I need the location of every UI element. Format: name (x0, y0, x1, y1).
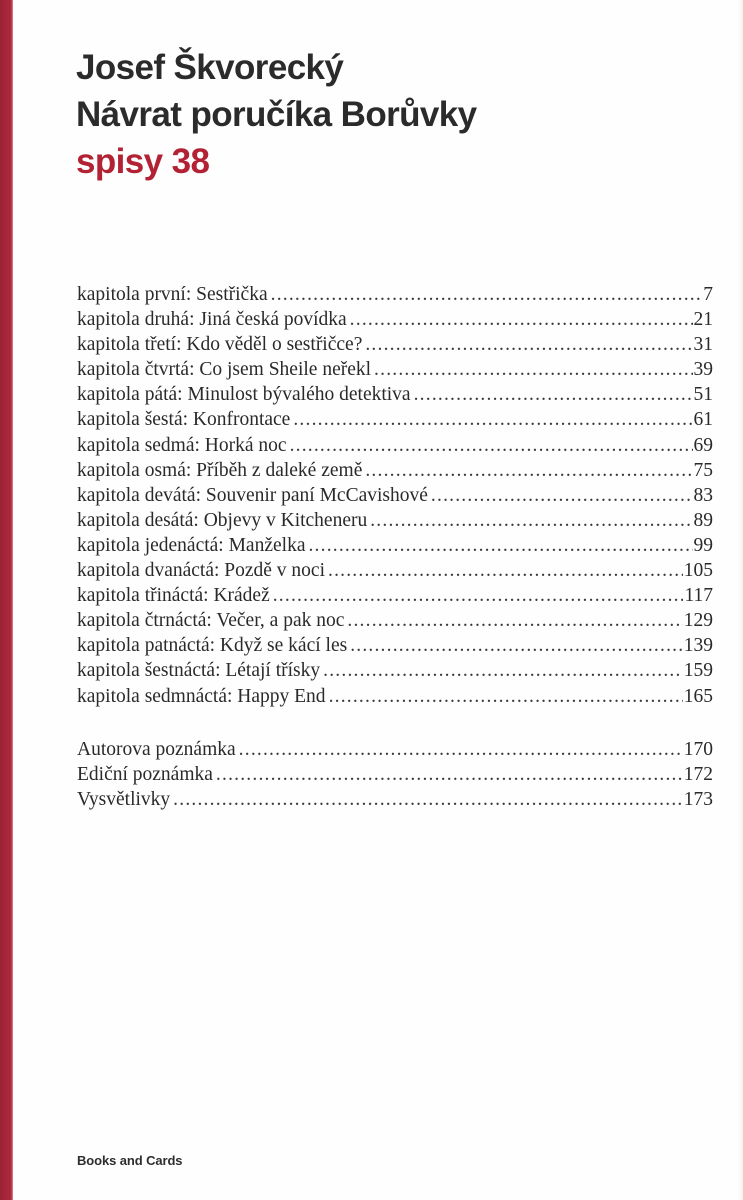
book-header (76, 44, 477, 185)
toc-entry[interactable] (77, 458, 713, 483)
toc-entry[interactable] (77, 658, 713, 683)
table-of-contents (77, 282, 713, 812)
toc-entry[interactable] (77, 533, 713, 558)
dot-leader (293, 407, 692, 432)
toc-entry-page: 61 (693, 409, 713, 431)
toc-entry-page: 173 (683, 788, 713, 810)
toc-entry-title: kapitola patnáctá: Když se kácí les (77, 635, 348, 657)
publisher-name: Books and Cards (77, 1153, 183, 1168)
toc-entry[interactable] (77, 483, 713, 508)
toc-entry[interactable] (77, 633, 713, 658)
dot-leader (273, 583, 684, 608)
book-title: Návrat poručíka Borůvky (76, 95, 477, 134)
author-name: Josef Škvorecký (76, 48, 344, 87)
dot-leader (370, 508, 692, 533)
dot-leader (328, 558, 683, 583)
toc-entry-page: 69 (693, 434, 713, 456)
toc-entry-page: 75 (693, 459, 713, 481)
dot-leader (308, 533, 692, 558)
toc-entry-page: 170 (683, 738, 713, 760)
dot-leader (290, 433, 693, 458)
toc-entry[interactable] (77, 433, 713, 458)
toc-entry-page: 99 (693, 534, 713, 556)
toc-entry-title: kapitola třináctá: Krádež (77, 585, 270, 607)
toc-entry-title: kapitola šestnáctá: Létají třísky (77, 660, 321, 682)
toc-entry-title: kapitola dvanáctá: Pozdě v noci (77, 560, 325, 582)
dot-leader (347, 608, 682, 633)
dot-leader (365, 332, 692, 357)
dot-leader (173, 787, 683, 812)
toc-entry-page: 31 (693, 334, 713, 356)
toc-entry-page: 21 (693, 309, 713, 331)
book-spine-edge (0, 0, 13, 1200)
page-edge (737, 0, 743, 1200)
toc-entry-title: kapitola jedenáctá: Manželka (77, 534, 306, 556)
dot-leader (414, 382, 693, 407)
toc-entry-page: 83 (693, 484, 713, 506)
dot-leader (329, 684, 683, 709)
toc-entry[interactable] (77, 407, 713, 432)
toc-entry[interactable] (77, 684, 713, 709)
toc-entry-title: kapitola druhá: Jiná česká povídka (77, 309, 347, 331)
toc-entry-page: 159 (683, 660, 713, 682)
toc-appendix-entry[interactable] (77, 737, 713, 762)
dot-leader (323, 658, 683, 683)
toc-entry-page: 139 (683, 635, 713, 657)
toc-entry-title: Ediční poznámka (77, 763, 213, 785)
toc-entry-page: 89 (693, 509, 713, 531)
dot-leader (271, 282, 703, 307)
dot-leader (374, 357, 692, 382)
toc-appendix-entry[interactable] (77, 762, 713, 787)
toc-entry-page: 39 (693, 359, 713, 381)
toc-entry[interactable] (77, 508, 713, 533)
dot-leader (216, 762, 683, 787)
toc-entry-page: 7 (703, 284, 713, 305)
dot-leader (365, 458, 692, 483)
toc-entry[interactable] (77, 332, 713, 357)
toc-entry-page: 117 (684, 585, 713, 607)
toc-entry-title: kapitola devátá: Souvenir paní McCavishové (77, 484, 428, 506)
toc-entry-title: kapitola třetí: Kdo věděl o sestřičce? (77, 334, 363, 356)
dot-leader (350, 633, 683, 658)
toc-entry[interactable] (77, 282, 713, 307)
toc-entry[interactable] (77, 382, 713, 407)
toc-entry-title: kapitola desátá: Objevy v Kitcheneru (77, 509, 368, 531)
toc-entry-title: kapitola první: Sestřička (77, 284, 268, 305)
toc-entry[interactable] (77, 357, 713, 382)
dot-leader (431, 483, 693, 508)
toc-entry-title: kapitola šestá: Konfrontace (77, 409, 291, 431)
toc-entry-title: kapitola čtrnáctá: Večer, a pak noc (77, 610, 345, 632)
toc-entry-title: kapitola sedmá: Horká noc (77, 434, 287, 456)
toc-entry[interactable] (77, 307, 713, 332)
toc-entry-title: kapitola osmá: Příběh z daleké země (77, 459, 363, 481)
toc-entry-title: kapitola čtvrtá: Co jsem Sheile neřekl (77, 359, 372, 381)
dot-leader (239, 737, 683, 762)
toc-entry-title: Autorova poznámka (77, 738, 236, 760)
toc-entry[interactable] (77, 608, 713, 633)
toc-appendix-entry[interactable] (77, 787, 713, 812)
toc-entry-page: 105 (683, 560, 713, 582)
section-spacer (77, 709, 713, 737)
toc-entry-title: Vysvětlivky (77, 788, 171, 810)
toc-entry-page: 51 (693, 384, 713, 406)
toc-entry[interactable] (77, 558, 713, 583)
series-label: spisy 38 (76, 142, 210, 181)
toc-entry-page: 172 (683, 763, 713, 785)
toc-entry-page: 129 (683, 610, 713, 632)
dot-leader (350, 307, 693, 332)
toc-entry-title: kapitola pátá: Minulost bývalého detektiva (77, 384, 411, 406)
toc-entry-page: 165 (683, 685, 713, 707)
toc-entry[interactable] (77, 583, 713, 608)
toc-entry-title: kapitola sedmnáctá: Happy End (77, 685, 326, 707)
